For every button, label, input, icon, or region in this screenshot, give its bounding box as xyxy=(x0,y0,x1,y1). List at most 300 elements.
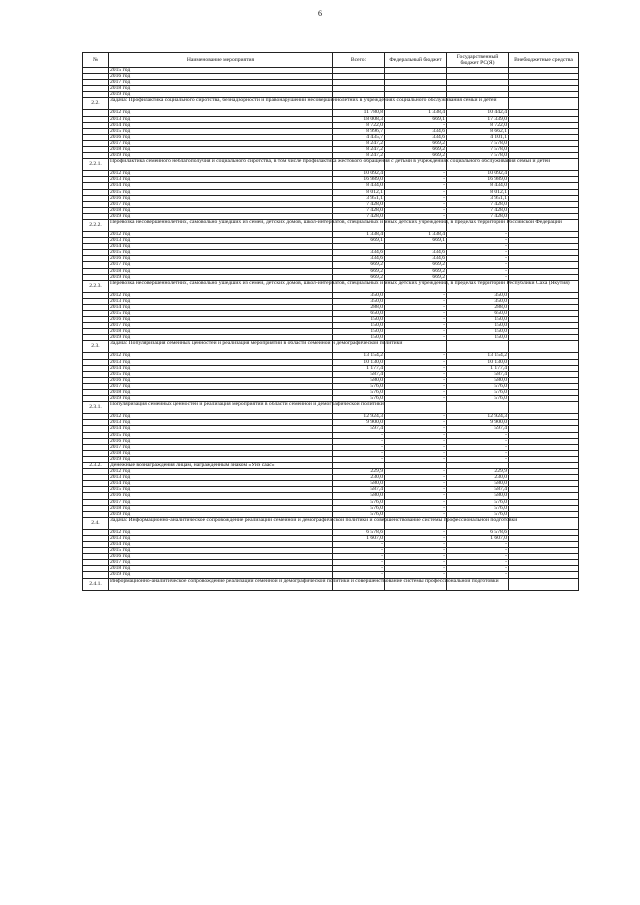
cell-total: 18 008,3 xyxy=(333,116,385,122)
cell-state: 580,0 xyxy=(447,377,509,383)
cell-total: 11 780,8 xyxy=(333,110,385,116)
cell-state: - xyxy=(447,256,509,262)
cell-year: 2016 год xyxy=(109,438,333,444)
cell-federal: - xyxy=(385,493,447,499)
cell-state: - xyxy=(447,542,509,548)
section-row xyxy=(83,402,579,414)
cell-total: 1 177,4 xyxy=(333,365,385,371)
cell-year: 2012 год xyxy=(109,529,333,535)
cell-state: 587,4 xyxy=(447,371,509,377)
cell-state: 580,0 xyxy=(447,481,509,487)
cell-year: 2016 год xyxy=(109,134,333,140)
cell-state: 350,0 xyxy=(447,292,509,298)
cell-year: 2013 год xyxy=(109,535,333,541)
table-body xyxy=(83,68,579,591)
section-number: 2.2. xyxy=(83,98,109,110)
section-number: 2.2.3. xyxy=(83,280,109,292)
cell-federal: 669,1 xyxy=(385,238,447,244)
section-row xyxy=(83,98,579,110)
cell-year: 2015 год xyxy=(109,432,333,438)
cell-year: 2015 год xyxy=(109,68,333,74)
cell-state: 7 578,0 xyxy=(447,153,509,159)
cell-state: 576,0 xyxy=(447,499,509,505)
cell-federal: 334,6 xyxy=(385,134,447,140)
cell-state: - xyxy=(447,432,509,438)
cell-state: 3 951,1 xyxy=(447,195,509,201)
cell-state: 8 434,0 xyxy=(447,183,509,189)
cell-total: 8 722,0 xyxy=(333,122,385,128)
cell-year: 2013 год xyxy=(109,298,333,304)
cell-total: 576,0 xyxy=(333,396,385,402)
cell-federal: - xyxy=(385,481,447,487)
cell-federal: 669,2 xyxy=(385,274,447,280)
cell-total: 669,2 xyxy=(333,274,385,280)
cell-year: 2012 год xyxy=(109,231,333,237)
cell-state: 8 722,0 xyxy=(447,122,509,128)
cell-federal: 1 338,4 xyxy=(385,231,447,237)
section-title: Перевозка несовершеннолетних, самовольно ушедших из семей, детских домов, школ-интернатов, специальных и иных детских учреждений, в пределах территории Республики Саха (Якутия) xyxy=(109,280,333,292)
cell-total: 587,4 xyxy=(333,487,385,493)
cell-total: - xyxy=(333,542,385,548)
cell-offbudget xyxy=(509,341,579,353)
cell-state: 576,0 xyxy=(447,505,509,511)
cell-state: 230,0 xyxy=(447,475,509,481)
cell-state: 4 101,1 xyxy=(447,134,509,140)
cell-state: 7 578,0 xyxy=(447,140,509,146)
cell-year: 2016 год xyxy=(109,493,333,499)
cell-federal: - xyxy=(385,542,447,548)
cell-state xyxy=(447,402,509,414)
section-number: 2.2.2. xyxy=(83,219,109,231)
cell-federal: - xyxy=(385,450,447,456)
cell-federal: 669,2 xyxy=(385,262,447,268)
cell-federal: - xyxy=(385,529,447,535)
cell-federal: - xyxy=(385,317,447,323)
section-row xyxy=(83,578,579,590)
cell-federal: 334,6 xyxy=(385,256,447,262)
cell-year: 2018 год xyxy=(109,207,333,213)
cell-state: - xyxy=(447,238,509,244)
cell-total: 576,0 xyxy=(333,505,385,511)
cell-year: 2018 год xyxy=(109,147,333,153)
cell-federal: - xyxy=(385,189,447,195)
cell-state: - xyxy=(447,244,509,250)
cell-state: 576,0 xyxy=(447,383,509,389)
cell-federal: - xyxy=(385,365,447,371)
cell-federal: - xyxy=(385,298,447,304)
cell-federal: - xyxy=(385,195,447,201)
cell-state: - xyxy=(447,438,509,444)
cell-total: 6 578,6 xyxy=(333,529,385,535)
cell-total: 580,0 xyxy=(333,481,385,487)
cell-total: 576,0 xyxy=(333,383,385,389)
cell-federal: 669,2 xyxy=(385,153,447,159)
cell-state: - xyxy=(447,444,509,450)
cell-federal: - xyxy=(385,329,447,335)
cell-total: 669,2 xyxy=(333,268,385,274)
cell-federal: - xyxy=(385,548,447,554)
cell-federal: - xyxy=(385,177,447,183)
cell-federal: - xyxy=(385,487,447,493)
cell-year: 2014 год xyxy=(109,365,333,371)
cell-state: 7 428,0 xyxy=(447,213,509,219)
cell-offbudget xyxy=(509,98,579,110)
cell-federal: - xyxy=(385,456,447,462)
cell-state: - xyxy=(447,456,509,462)
section-title: Популяризация семейных ценностей и реализация мероприятий в области семейной и демографической политики xyxy=(109,402,333,414)
cell-year: 2018 год xyxy=(109,329,333,335)
cell-state: - xyxy=(447,554,509,560)
cell-year: 2017 год xyxy=(109,140,333,146)
cell-federal: - xyxy=(385,499,447,505)
cell-total: 12 924,3 xyxy=(333,414,385,420)
cell-state: - xyxy=(447,268,509,274)
cell-total: 8 434,0 xyxy=(333,183,385,189)
cell-federal: 669,2 xyxy=(385,147,447,153)
cell-state: - xyxy=(447,274,509,280)
cell-state: 7 428,0 xyxy=(447,207,509,213)
cell-federal: - xyxy=(385,371,447,377)
cell-year: 2016 год xyxy=(109,554,333,560)
cell-federal: - xyxy=(385,469,447,475)
cell-state: 576,0 xyxy=(447,390,509,396)
cell-state: 10 130,0 xyxy=(447,359,509,365)
header-offbudget: Внебюджетные средства xyxy=(509,53,579,68)
cell-total: 8 996,7 xyxy=(333,128,385,134)
cell-year: 2016 год xyxy=(109,377,333,383)
cell-federal: - xyxy=(385,353,447,359)
cell-total: 3 951,1 xyxy=(333,195,385,201)
cell-offbudget xyxy=(509,578,579,590)
cell-federal: - xyxy=(385,323,447,329)
cell-total: 10 130,0 xyxy=(333,359,385,365)
header-total: Всего: xyxy=(333,53,385,68)
cell-state: 17 339,0 xyxy=(447,116,509,122)
cell-state: - xyxy=(447,566,509,572)
cell-federal: - xyxy=(385,475,447,481)
cell-year: 2019 год xyxy=(109,335,333,341)
cell-year: 2016 год xyxy=(109,256,333,262)
cell-federal: 669,2 xyxy=(385,140,447,146)
section-number: 2.4.1. xyxy=(83,578,109,590)
cell-federal: - xyxy=(385,304,447,310)
cell-federal: - xyxy=(385,171,447,177)
cell-total: 150,0 xyxy=(333,335,385,341)
cell-state: - xyxy=(447,450,509,456)
cell-year: 2015 год xyxy=(109,311,333,317)
cell-total: 350,0 xyxy=(333,292,385,298)
cell-federal: - xyxy=(385,432,447,438)
cell-total: 7 428,0 xyxy=(333,201,385,207)
section-row xyxy=(83,159,579,171)
section-row xyxy=(83,517,579,529)
cell-total: 350,0 xyxy=(333,298,385,304)
cell-total: 576,0 xyxy=(333,390,385,396)
cell-year: 2016 год xyxy=(109,195,333,201)
cell-year: 2017 год xyxy=(109,323,333,329)
cell-year: 2019 год xyxy=(109,274,333,280)
cell-year: 2019 год xyxy=(109,92,333,98)
cell-state: 16 989,0 xyxy=(447,177,509,183)
cell-state: - xyxy=(447,548,509,554)
cell-federal: - xyxy=(385,444,447,450)
cell-total: 597,4 xyxy=(333,426,385,432)
cell-total: - xyxy=(333,432,385,438)
cell-state: 8 012,1 xyxy=(447,189,509,195)
cell-state xyxy=(447,341,509,353)
cell-year: 2013 год xyxy=(109,420,333,426)
cell-state: 1 177,4 xyxy=(447,365,509,371)
table-header-row xyxy=(83,53,579,68)
cell-year: 2018 год xyxy=(109,86,333,92)
cell-federal: - xyxy=(385,560,447,566)
cell-year: 2014 год xyxy=(109,183,333,189)
cell-year: 2017 год xyxy=(109,80,333,86)
cell-federal: 669,2 xyxy=(385,268,447,274)
section-number: 2.3. xyxy=(83,341,109,353)
cell-state: 8 662,1 xyxy=(447,128,509,134)
cell-total: 650,0 xyxy=(333,311,385,317)
cell-state: 150,0 xyxy=(447,335,509,341)
cell-state: 580,0 xyxy=(447,493,509,499)
cell-total: - xyxy=(333,456,385,462)
cell-year: 2017 год xyxy=(109,560,333,566)
cell-federal: - xyxy=(385,122,447,128)
cell-total: 10 092,4 xyxy=(333,171,385,177)
cell-federal: - xyxy=(385,396,447,402)
cell-year: 2015 год xyxy=(109,371,333,377)
cell-total: 1 338,4 xyxy=(333,231,385,237)
cell-state: - xyxy=(447,250,509,256)
cell-total: 580,0 xyxy=(333,377,385,383)
cell-year: 2017 год xyxy=(109,499,333,505)
cell-federal: - xyxy=(385,566,447,572)
cell-year: 2013 год xyxy=(109,238,333,244)
cell-year: 2015 год xyxy=(109,128,333,134)
cell-state: - xyxy=(447,572,509,578)
cell-state: 12 924,3 xyxy=(447,414,509,420)
cell-total: 8 247,2 xyxy=(333,140,385,146)
section-title: Профилактика семейного неблагополучия и социального сиротства, в том числе профилактика жестокого обращения с детьми в учреждениях социального обслуживания семьи и детей xyxy=(109,159,333,171)
cell-federal: - xyxy=(385,383,447,389)
cell-state: - xyxy=(447,231,509,237)
cell-year: 2018 год xyxy=(109,390,333,396)
cell-total: 4 435,7 xyxy=(333,134,385,140)
section-number: 2.4. xyxy=(83,517,109,529)
cell-year: 2013 год xyxy=(109,116,333,122)
cell-year: 2018 год xyxy=(109,505,333,511)
cell-year: 2013 год xyxy=(109,359,333,365)
cell-state: 150,0 xyxy=(447,329,509,335)
cell-state: 1 607,0 xyxy=(447,535,509,541)
cell-federal: 334,6 xyxy=(385,250,447,256)
cell-federal: - xyxy=(385,426,447,432)
cell-federal: - xyxy=(385,511,447,517)
cell-offbudget xyxy=(509,517,579,529)
section-number: 2.3.2. xyxy=(83,462,109,468)
cell-federal: - xyxy=(385,390,447,396)
cell-state: 576,0 xyxy=(447,396,509,402)
header-federal: Федеральный бюджет xyxy=(385,53,447,68)
cell-year: 2012 год xyxy=(109,353,333,359)
cell-total: - xyxy=(333,572,385,578)
cell-year: 2015 год xyxy=(109,487,333,493)
cell-total: - xyxy=(333,554,385,560)
cell-year: 2019 год xyxy=(109,456,333,462)
page-number: 6 xyxy=(318,9,322,18)
cell-total: 587,4 xyxy=(333,371,385,377)
cell-total: 8 247,2 xyxy=(333,147,385,153)
cell-state: 9 900,0 xyxy=(447,420,509,426)
cell-year: 2014 год xyxy=(109,244,333,250)
cell-total: 580,0 xyxy=(333,493,385,499)
cell-total: 669,1 xyxy=(333,238,385,244)
cell-year: 2019 год xyxy=(109,213,333,219)
cell-state: 288,0 xyxy=(447,304,509,310)
cell-total: - xyxy=(333,444,385,450)
cell-year: 2018 год xyxy=(109,566,333,572)
cell-offbudget xyxy=(509,402,579,414)
cell-total: 7 428,0 xyxy=(333,207,385,213)
cell-year: 2012 год xyxy=(109,110,333,116)
cell-federal: - xyxy=(385,213,447,219)
cell-total: 576,0 xyxy=(333,499,385,505)
cell-year: 2017 год xyxy=(109,262,333,268)
cell-federal xyxy=(385,402,447,414)
cell-year: 2017 год xyxy=(109,444,333,450)
cell-state: 587,4 xyxy=(447,487,509,493)
cell-federal: - xyxy=(385,505,447,511)
section-title: Денежные вознаграждения лицам, награжденным знаком «Уйэ саас» xyxy=(109,462,333,468)
cell-year: 2019 год xyxy=(109,153,333,159)
cell-year: 2019 год xyxy=(109,572,333,578)
section-number: 2.3.1. xyxy=(83,402,109,414)
section-title: Задача: Популяризация семейных ценностей и реализация мероприятий в области семейной и демографической политики xyxy=(109,341,333,353)
cell-total: 150,0 xyxy=(333,323,385,329)
cell-state: 7 578,0 xyxy=(447,147,509,153)
cell-state: 350,0 xyxy=(447,298,509,304)
cell-year: 2014 год xyxy=(109,122,333,128)
section-title: Задача: Профилактика социального сиротства, безнадзорности и правонарушений несовершеннолетних в учреждениях социального обслуживания семьи и детей xyxy=(109,98,333,110)
cell-state: 150,0 xyxy=(447,317,509,323)
cell-total: - xyxy=(333,566,385,572)
cell-total: - xyxy=(333,560,385,566)
cell-federal: 669,1 xyxy=(385,116,447,122)
cell-federal: - xyxy=(385,420,447,426)
cell-year: 2019 год xyxy=(109,511,333,517)
cell-year: 2012 год xyxy=(109,171,333,177)
cell-total: 16 989,0 xyxy=(333,177,385,183)
section-title: Перевозка несовершеннолетних, самовольно ушедших из семей, детских домов, школ-интернатов, специальных и иных детских учреждений, в пределах территории Российской Федерации xyxy=(109,219,333,231)
cell-state: 650,0 xyxy=(447,311,509,317)
cell-year: 2014 год xyxy=(109,542,333,548)
cell-state: - xyxy=(447,560,509,566)
cell-total: 7 428,0 xyxy=(333,213,385,219)
cell-state: 6 578,6 xyxy=(447,529,509,535)
section-number: 2.2.1. xyxy=(83,159,109,171)
cell-total: - xyxy=(333,548,385,554)
cell-federal: - xyxy=(385,535,447,541)
cell-total: 150,0 xyxy=(333,317,385,323)
section-row xyxy=(83,219,579,231)
cell-federal: - xyxy=(385,335,447,341)
cell-federal: 1 338,4 xyxy=(385,110,447,116)
cell-year: 2015 год xyxy=(109,548,333,554)
cell-total: - xyxy=(333,450,385,456)
cell-federal: - xyxy=(385,438,447,444)
cell-total: 150,0 xyxy=(333,329,385,335)
cell-state: 597,4 xyxy=(447,426,509,432)
section-title: Задача: Информационно-аналитическое сопровождение реализации семейной и демографической политики и совершенствование системы профессиональной подготовки xyxy=(109,517,333,529)
cell-total: 8 012,1 xyxy=(333,189,385,195)
cell-year: 2014 год xyxy=(109,426,333,432)
cell-year: 2012 год xyxy=(109,292,333,298)
cell-year: 2014 год xyxy=(109,481,333,487)
cell-federal: - xyxy=(385,572,447,578)
cell-year: 2013 год xyxy=(109,177,333,183)
cell-year: 2014 год xyxy=(109,304,333,310)
cell-total: 669,2 xyxy=(333,262,385,268)
cell-federal: - xyxy=(385,292,447,298)
cell-state: 150,0 xyxy=(447,323,509,329)
cell-total: 13 154,2 xyxy=(333,353,385,359)
section-title: Информационно-аналитическое сопровождение реализации семейной и демографической политики и совершенствование системы профессиональной подготовки xyxy=(109,578,333,590)
cell-federal: - xyxy=(385,201,447,207)
cell-year: 2012 год xyxy=(109,469,333,475)
cell-state: 576,0 xyxy=(447,511,509,517)
header-name: Наименование мероприятия xyxy=(109,53,333,68)
cell-federal: - xyxy=(385,183,447,189)
cell-federal: - xyxy=(385,414,447,420)
cell-year: 2017 год xyxy=(109,383,333,389)
cell-total: 1 607,0 xyxy=(333,535,385,541)
cell-year: 2015 год xyxy=(109,189,333,195)
cell-year: 2018 год xyxy=(109,450,333,456)
cell-federal: - xyxy=(385,207,447,213)
cell-year: 2018 год xyxy=(109,268,333,274)
cell-total: 576,0 xyxy=(333,511,385,517)
cell-year: 2012 год xyxy=(109,414,333,420)
header-num: № xyxy=(83,53,109,68)
cell-total: 8 247,2 xyxy=(333,153,385,159)
cell-state: 229,9 xyxy=(447,469,509,475)
cell-year: 2015 год xyxy=(109,250,333,256)
cell-year: 2019 год xyxy=(109,396,333,402)
section-row xyxy=(83,280,579,292)
budget-table xyxy=(82,52,579,591)
cell-federal: - xyxy=(385,554,447,560)
cell-total: 288,0 xyxy=(333,304,385,310)
section-row xyxy=(83,341,579,353)
cell-total: 334,6 xyxy=(333,256,385,262)
cell-federal: - xyxy=(385,311,447,317)
cell-federal: - xyxy=(385,359,447,365)
cell-year: 2016 год xyxy=(109,317,333,323)
cell-year: 2013 год xyxy=(109,475,333,481)
cell-total: 230,0 xyxy=(333,475,385,481)
cell-federal: 334,6 xyxy=(385,128,447,134)
cell-state: 10 092,4 xyxy=(447,171,509,177)
cell-total: 334,6 xyxy=(333,250,385,256)
cell-year: 2016 год xyxy=(109,74,333,80)
cell-state: 10 442,4 xyxy=(447,110,509,116)
cell-year: 2017 год xyxy=(109,201,333,207)
header-state: Государственный бюджет РС(Я) xyxy=(447,53,509,68)
cell-total: - xyxy=(333,438,385,444)
cell-state: 7 428,0 xyxy=(447,201,509,207)
cell-total: 229,9 xyxy=(333,469,385,475)
cell-federal: - xyxy=(385,377,447,383)
